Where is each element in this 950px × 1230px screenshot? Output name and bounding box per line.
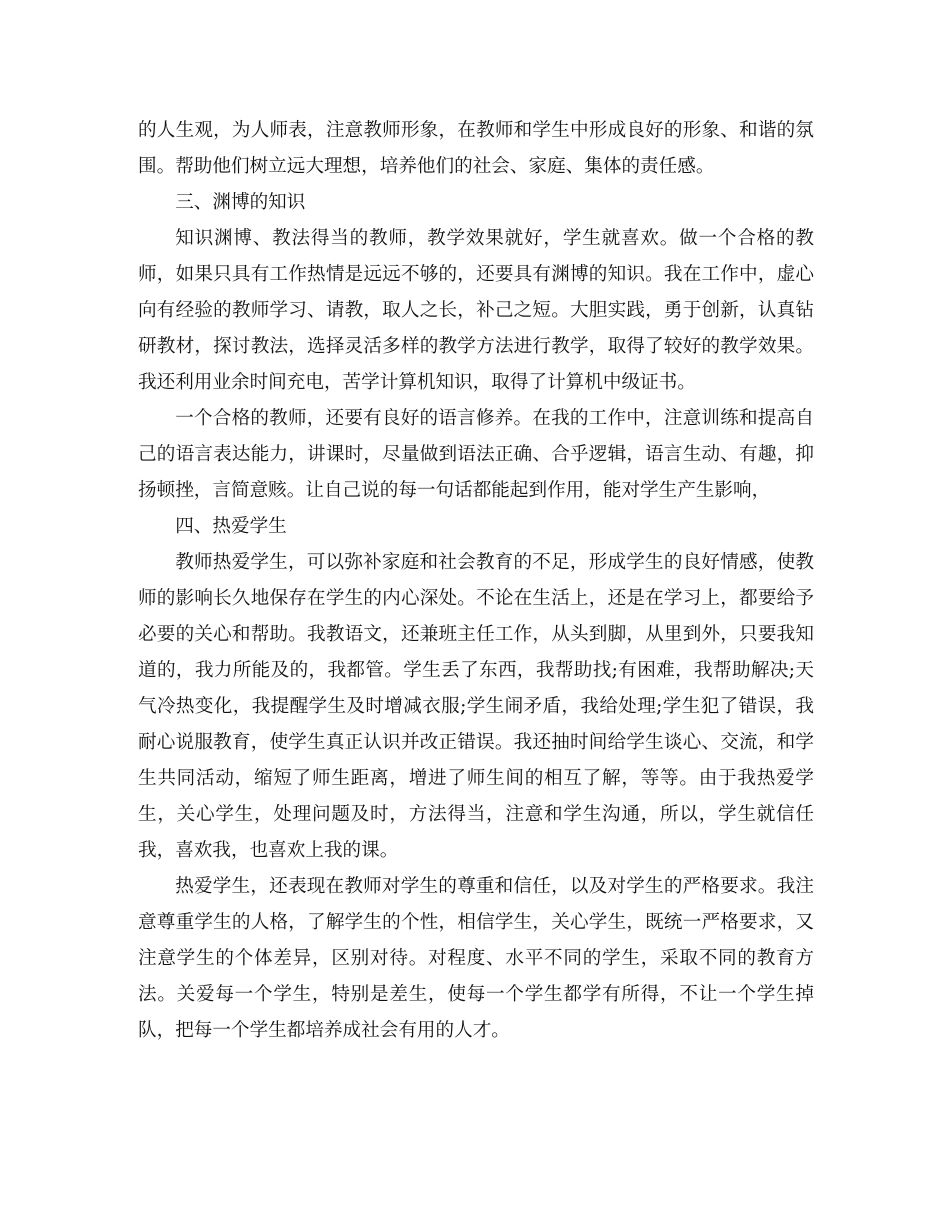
paragraph-respect-students: 热爱学生，还表现在教师对学生的尊重和信任，以及对学生的严格要求。我注意尊重学生的人格，了解学生的个性，相信学生，关心学生，既统一严格要求，又注意学生的个体差异，区别对待。对程度、水平不同的学生，采取不同的教育方法。关爱每一个学生，特别是差生，使每一个学生都学有所得，不让一个学生掉队，把每一个学生都培养成社会有用的人才。 (138, 876, 814, 1041)
section-heading-love-students: 四、热爱学生 (175, 516, 287, 537)
document-body (138, 113, 814, 1049)
paragraph-continuation: 的人生观，为人师表，注意教师形象，在教师和学生中形成良好的形象、和谐的氛围。帮助他们树立远大理想，培养他们的社会、家庭、集体的责任感。 (138, 120, 814, 177)
section-heading-knowledge: 三、渊博的知识 (175, 192, 306, 213)
paragraph-language: 一个合格的教师，还要有良好的语言修养。在我的工作中，注意训练和提高自己的语言表达能力，讲课时，尽量做到语法正确、合乎逻辑，语言生动、有趣，抑扬顿挫，言简意赅。让自己说的每一句话都能起到作用，能对学生产生影响， (138, 408, 814, 501)
paragraph-knowledge: 知识渊博、教法得当的教师，教学效果就好，学生就喜欢。做一个合格的教师，如果只具有工作热情是远远不够的，还要具有渊博的知识。我在工作中，虚心向有经验的教师学习、请教，取人之长，补己之短。大胆实践，勇于创新，认真钻研教材，探讨教法，选择灵活多样的教学方法进行教学，取得了较好的教学效果。我还利用业余时间充电，苦学计算机知识，取得了计算机中级证书。 (138, 228, 814, 393)
paragraph-love-students: 教师热爱学生，可以弥补家庭和社会教育的不足，形成学生的良好情感，使教师的影响长久地保存在学生的内心深处。不论在生活上，还是在学习上，都要给予必要的关心和帮助。我教语文，还兼班主任工作，从头到脚，从里到外，只要我知道的，我力所能及的，我都管。学生丢了东西，我帮助找;有困难，我帮助解决;天气冷热变化，我提醒学生及时增减衣服;学生闹矛盾，我给处理;学生犯了错误，我耐心说服教育，使学生真正认识并改正错误。我还抽时间给学生谈心、交流，和学生共同活动，缩短了师生距离，增进了师生间的相互了解，等等。由于我热爱学生，关心学生，处理问题及时，方法得当，注意和学生沟通，所以，学生就信任我，喜欢我，也喜欢上我的课。 (138, 552, 814, 861)
